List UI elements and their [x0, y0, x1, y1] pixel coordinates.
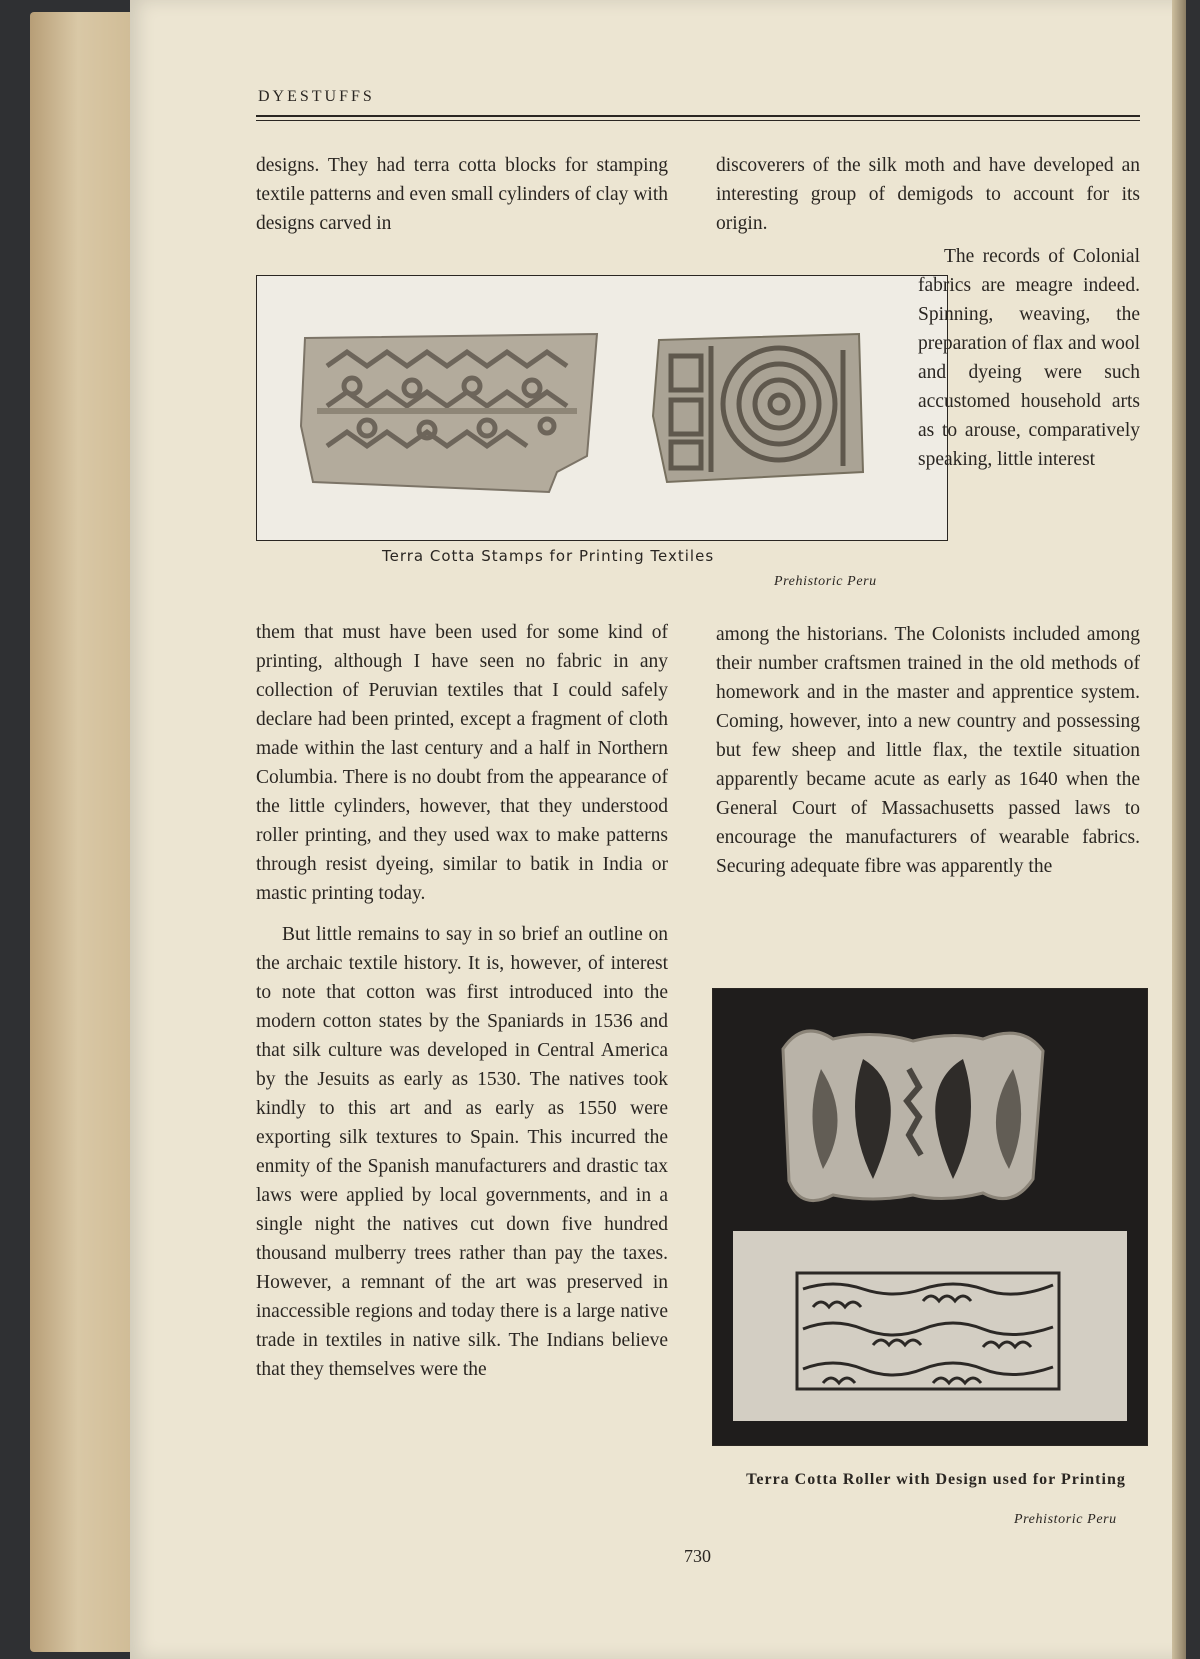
left-column-main: [256, 618, 668, 1384]
page-gutter: [1172, 0, 1186, 1659]
figure1-caption: Terra Cotta Stamps for Printing Textiles: [382, 547, 715, 565]
paragraph: The records of Colonial fabrics are meagre indeed. Spinning, weaving, the preparation of flax and wool and dyeing were such accustomed household arts as to arouse, comparatively speaking, little interest: [918, 246, 1141, 470]
header-rule-thin: [256, 120, 1140, 121]
stamps-illustration: [257, 276, 947, 540]
figure1-credit: Prehistoric Peru: [774, 574, 877, 589]
roller-print-impression: [733, 1231, 1127, 1421]
paragraph: discoverers of the silk moth and have developed an interesting group of demigods to account for its origin.: [716, 155, 1140, 234]
paragraph: among the historians. The Colonists included among their number craftsmen trained in the old methods of homework and in the master and apprentice system. Coming, however, into a new country and possessing but few sheep and little flax, the textile situation apparently became acute as early as 1640 when the General Court of Massachusetts passed laws to encourage the manufacturers of wearable fabrics. Securing adequate fibre was apparently the: [716, 624, 1140, 877]
terra-cotta-stamp-right: [653, 334, 863, 482]
figure2-caption: Terra Cotta Roller with Design used for Printing: [746, 1471, 1126, 1488]
figure2-credit: Prehistoric Peru: [1014, 1512, 1117, 1527]
running-head: DYESTUFFS: [258, 88, 375, 105]
right-column-top: [716, 151, 1140, 238]
right-column-wrap: [918, 242, 1140, 474]
book-page: [130, 0, 1186, 1659]
figure-stamps-photo: [256, 275, 948, 541]
terra-cotta-roller: [783, 1031, 1043, 1201]
roller-illustration: [713, 989, 1147, 1445]
paragraph: But little remains to say in so brief an outline on the archaic textile history. It is, however, of interest to note that cotton was first introduced into the modern cotton states by the Spaniards in 1536 and that silk culture was developed in Central America by the Jesuits as early as 1530. The natives took kindly to this art and as early as 1550 were exporting silk textures to Spain. This incurred the enmity of the Spanish manufacturers and drastic tax laws were applied by local governments, and in a single night the natives cut down five hundred thousand mulberry trees rather than pay the taxes. However, a remnant of the art was preserved in inaccessible regions and today there is a large native trade in textiles in native silk. The Indians believe that they themselves were the: [256, 924, 668, 1380]
left-column-top: [256, 151, 668, 238]
page-number: 730: [684, 1546, 711, 1566]
header-rule: [256, 115, 1140, 117]
paragraph: them that must have been used for some kind of printing, although I have seen no fabric in any collection of Peruvian textiles that I could safely declare had been printed, except a fragment of cloth made within the last century and a half in Northern Columbia. There is no doubt from the appearance of the little cylinders, however, that they understood roller printing, and they used wax to make patterns through resist dyeing, similar to batik in India or mastic printing today.: [256, 622, 668, 904]
terra-cotta-stamp-left: [301, 334, 597, 492]
paragraph: designs. They had terra cotta blocks for stamping textile patterns and even small cylinders of clay with designs carved in: [256, 155, 668, 234]
right-column-middle: [716, 620, 1140, 881]
figure-roller-photo: [712, 988, 1148, 1446]
